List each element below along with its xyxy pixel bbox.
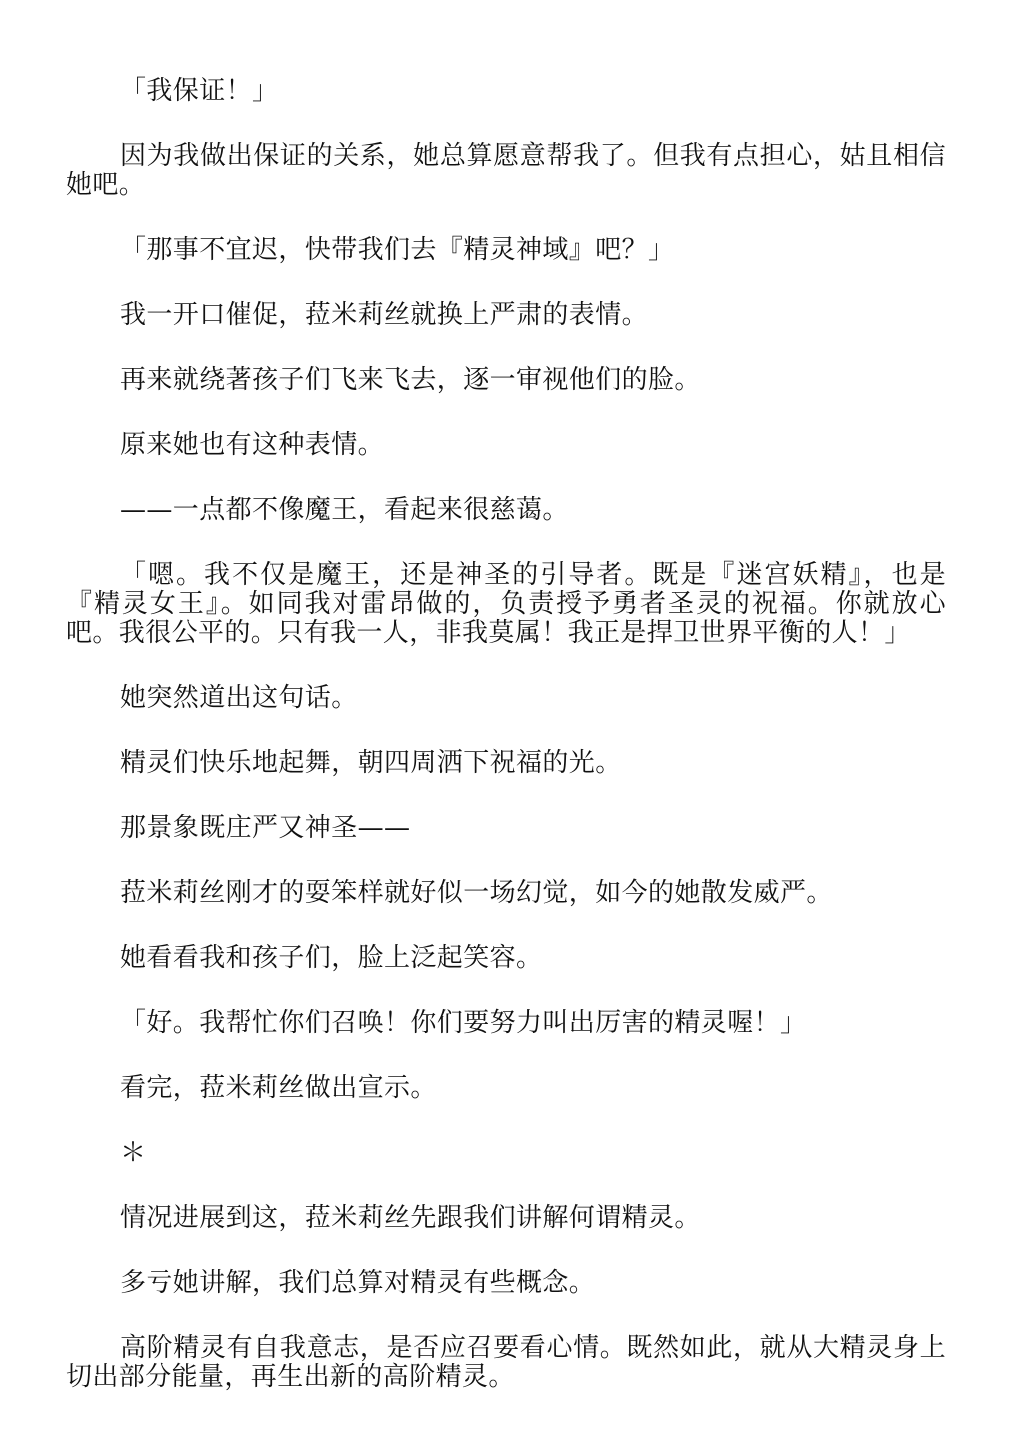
paragraph: 那景象既庄严又神圣—— bbox=[120, 813, 411, 843]
paragraph: 「那事不宜迟，快带我们去『精灵神域』吧？」 bbox=[120, 235, 675, 265]
paragraph: 再来就绕著孩子们飞来飞去，逐一审视他们的脸。 bbox=[120, 365, 701, 395]
scene-break: ＊ bbox=[120, 1138, 147, 1168]
paragraph: 原来她也有这种表情。 bbox=[120, 430, 385, 460]
paragraph: 「嗯。我不仅是魔王，还是神圣的引导者。既是『迷宫妖精』，也是『精灵女王』。如同我对雷昂做的，负责授予勇者圣灵的祝福。你就放心吧。我很公平的。只有我一人，非我莫属！我正是捍卫世界平衡的人！」 bbox=[66, 560, 946, 648]
paragraph: 她看看我和孩子们，脸上泛起笑容。 bbox=[120, 943, 543, 973]
paragraph: 情况进展到这，菈米莉丝先跟我们讲解何谓精灵。 bbox=[120, 1203, 701, 1233]
paragraph: 看完，菈米莉丝做出宣示。 bbox=[120, 1073, 437, 1103]
body-text bbox=[66, 77, 946, 1428]
paragraph: 她突然道出这句话。 bbox=[120, 683, 358, 713]
paragraph: 「我保证！」 bbox=[120, 76, 279, 106]
paragraph: ——一点都不像魔王，看起来很慈蔼。 bbox=[120, 495, 569, 525]
paragraph: 菈米莉丝刚才的耍笨样就好似一场幻觉，如今的她散发威严。 bbox=[120, 878, 833, 908]
paragraph: 多亏她讲解，我们总算对精灵有些概念。 bbox=[120, 1268, 596, 1298]
paragraph: 我一开口催促，菈米莉丝就换上严肃的表情。 bbox=[120, 300, 649, 330]
paragraph: 精灵们快乐地起舞，朝四周洒下祝福的光。 bbox=[120, 748, 622, 778]
paragraph: 高阶精灵有自我意志，是否应召要看心情。既然如此，就从大精灵身上切出部分能量，再生出新的高阶精灵。 bbox=[66, 1333, 946, 1392]
paragraph: 「好。我帮忙你们召唤！你们要努力叫出厉害的精灵喔！」 bbox=[120, 1008, 807, 1038]
paragraph: 因为我做出保证的关系，她总算愿意帮我了。但我有点担心，姑且相信她吧。 bbox=[66, 141, 946, 200]
